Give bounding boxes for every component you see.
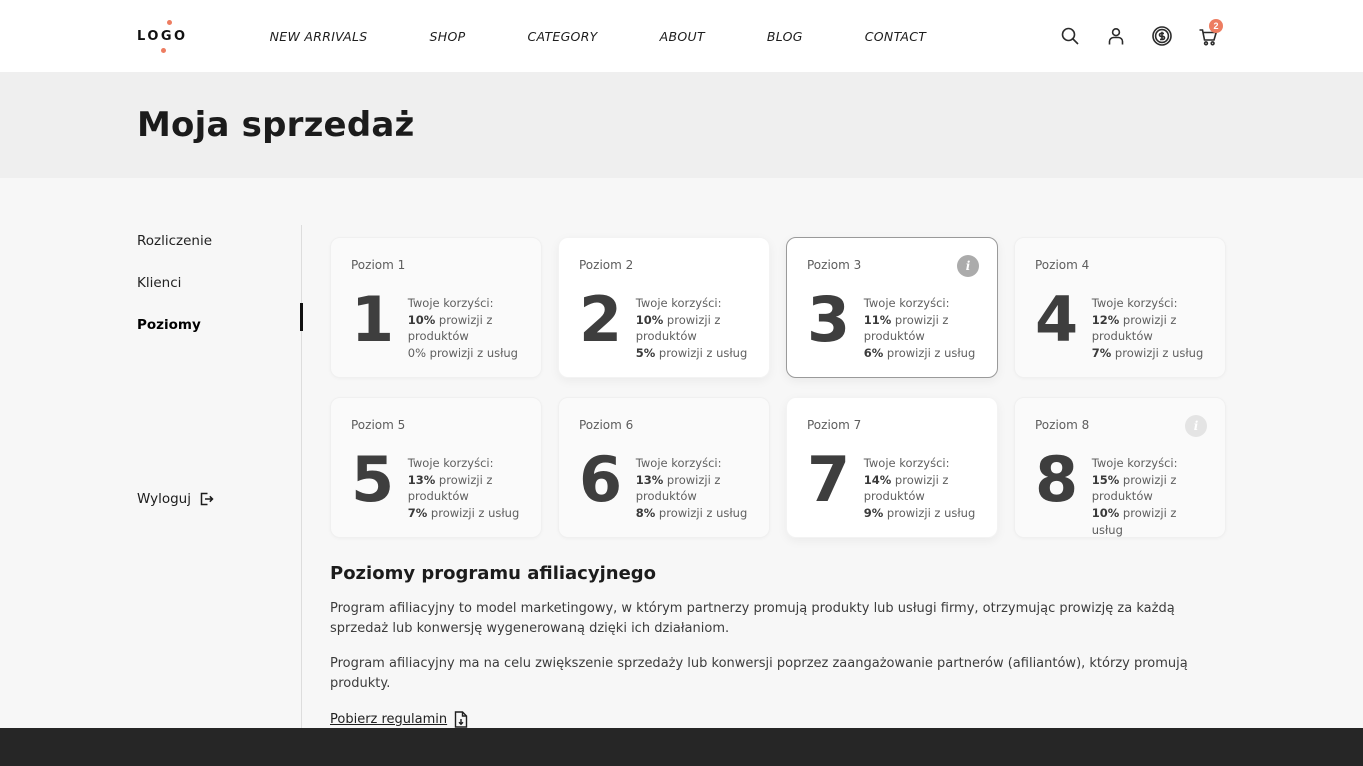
- logo-dot-top: [167, 20, 172, 25]
- level-card-title: Poziom 1: [351, 258, 406, 272]
- nav-item-blog[interactable]: BLOG: [766, 28, 803, 44]
- benefits-label: Twoje korzyści:: [407, 296, 494, 310]
- level-card: [786, 237, 998, 378]
- level-benefits: [408, 455, 523, 522]
- logo-dot-bottom: [161, 48, 166, 53]
- cart-badge: 2: [1209, 19, 1223, 33]
- level-card-header: [579, 415, 751, 439]
- user-account-icon[interactable]: [1104, 24, 1128, 48]
- sidebar-item-poziomy[interactable]: Poziomy: [137, 317, 201, 333]
- level-card: [330, 237, 542, 378]
- services-commission-line: 7% prowizji z usług: [1091, 346, 1204, 361]
- level-card-body: [351, 283, 523, 362]
- products-commission-line: 14% prowizji z produktów: [863, 472, 949, 504]
- products-commission-line: 15% prowizji z produktów: [1091, 472, 1177, 504]
- level-number: 5: [351, 443, 393, 516]
- section-paragraph-1: Program afiliacyjny to model marketingowy, w którym partnerzy promują produkty lub usługi firmy, otrzymując prowizję za każdą sprzedaż lub konwersję wygenerowaną dzięki ich działaniom.: [330, 601, 1175, 637]
- benefits-label: Twoje korzyści:: [635, 296, 722, 310]
- products-commission-line: 10% prowizji z produktów: [635, 312, 721, 344]
- level-card: [1014, 397, 1226, 538]
- logout-label: Wyloguj: [137, 491, 191, 507]
- level-card-header: [351, 255, 523, 279]
- level-card-title: Poziom 7: [807, 418, 862, 432]
- products-commission-line: 10% prowizji z produktów: [407, 312, 493, 344]
- level-card-body: [1035, 283, 1207, 362]
- level-benefits: [408, 295, 523, 362]
- level-card-title: Poziom 3: [807, 258, 862, 272]
- download-file-icon: [454, 711, 469, 728]
- nav-item-about[interactable]: ABOUT: [659, 28, 705, 44]
- products-commission-line: 11% prowizji z produktów: [863, 312, 949, 344]
- active-item-indicator: [300, 303, 303, 331]
- level-card-header: [1035, 255, 1207, 279]
- benefits-label: Twoje korzyści:: [1091, 456, 1178, 470]
- benefits-label: Twoje korzyści:: [635, 456, 722, 470]
- sidebar-item-rozliczenie[interactable]: Rozliczenie: [137, 233, 213, 249]
- level-card: [558, 397, 770, 538]
- page-title: Moja sprzedaż: [137, 105, 415, 145]
- nav-item-new-arrivals[interactable]: NEW ARRIVALS: [269, 28, 368, 44]
- download-terms-link[interactable]: [330, 711, 469, 728]
- nav-links: [270, 29, 927, 44]
- logo[interactable]: [137, 20, 188, 53]
- content: [0, 178, 1363, 728]
- services-commission-line: 7% prowizji z usług: [407, 506, 520, 521]
- services-commission-line: 6% prowizji z usług: [863, 346, 976, 361]
- level-card-header: [807, 255, 979, 279]
- sidebar-item-klienci[interactable]: Klienci: [137, 275, 182, 291]
- level-card-header: [1035, 415, 1207, 439]
- level-card-body: [807, 443, 979, 522]
- level-card-header: [579, 255, 751, 279]
- level-card-title: Poziom 5: [351, 418, 406, 432]
- info-icon[interactable]: i: [957, 255, 979, 277]
- level-card-header: [807, 415, 979, 439]
- level-number: 7: [807, 443, 849, 516]
- level-card-body: [579, 443, 751, 522]
- level-number: 2: [579, 283, 621, 356]
- benefits-label: Twoje korzyści:: [1091, 296, 1178, 310]
- products-commission-line: 12% prowizji z produktów: [1091, 312, 1177, 344]
- benefits-label: Twoje korzyści:: [407, 456, 494, 470]
- level-card: [786, 397, 998, 538]
- logout-icon: [198, 491, 214, 507]
- services-commission-line: 10% prowizji z usług: [1091, 506, 1177, 537]
- level-benefits: [864, 455, 979, 522]
- nav-item-contact[interactable]: CONTACT: [864, 28, 927, 44]
- main-panel: [330, 225, 1226, 728]
- level-benefits: [636, 455, 751, 522]
- section-heading: Poziomy programu afiliacyjnego: [330, 563, 657, 584]
- level-card: [558, 237, 770, 378]
- logo-text: LOGO: [137, 28, 188, 44]
- services-commission-line: 8% prowizji z usług: [635, 506, 748, 521]
- level-card-body: [1035, 443, 1207, 538]
- info-icon[interactable]: i: [1185, 415, 1207, 437]
- nav-item-shop[interactable]: SHOP: [429, 28, 466, 44]
- top-nav: [0, 0, 1363, 72]
- nav-icons: [1058, 21, 1220, 48]
- footer: [0, 728, 1363, 766]
- level-card-header: [351, 415, 523, 439]
- products-commission-line: 13% prowizji z produktów: [635, 472, 721, 504]
- level-card-title: Poziom 2: [579, 258, 634, 272]
- level-number: 4: [1035, 283, 1077, 356]
- services-commission-line: 0% prowizji z usług: [407, 346, 518, 361]
- level-card: [1014, 237, 1226, 378]
- sidebar: [137, 225, 302, 728]
- benefits-label: Twoje korzyści:: [863, 456, 950, 470]
- services-commission-line: 9% prowizji z usług: [863, 506, 976, 521]
- title-band: [0, 72, 1363, 178]
- level-number: 3: [807, 283, 849, 356]
- section-paragraph-2: Program afiliacyjny ma na celu zwiększenie sprzedaży lub konwersji poprzez zaangażowanie partnerów (afiliantów), którzy promują produkty.: [330, 656, 1188, 692]
- level-card-title: Poziom 4: [1035, 258, 1090, 272]
- level-card-title: Poziom 6: [579, 418, 634, 432]
- level-card: [330, 397, 542, 538]
- level-benefits: [636, 295, 751, 362]
- search-icon[interactable]: [1058, 24, 1082, 48]
- level-card-title: Poziom 8: [1035, 418, 1090, 432]
- download-terms-label: Pobierz regulamin: [330, 711, 448, 727]
- level-card-body: [807, 283, 979, 362]
- cart-icon[interactable]: [1196, 21, 1220, 48]
- level-number: 1: [351, 283, 393, 356]
- level-card-body: [579, 283, 751, 362]
- benefits-label: Twoje korzyści:: [863, 296, 950, 310]
- level-card-body: [351, 443, 523, 522]
- level-number: 8: [1035, 443, 1077, 516]
- level-benefits: [1092, 455, 1207, 538]
- level-cards-grid: [330, 237, 1226, 538]
- rewards-coin-icon[interactable]: [1150, 24, 1174, 48]
- level-number: 6: [579, 443, 621, 516]
- services-commission-line: 5% prowizji z usług: [635, 346, 748, 361]
- level-benefits: [864, 295, 979, 362]
- level-benefits: [1092, 295, 1207, 362]
- nav-item-category[interactable]: CATEGORY: [527, 28, 598, 44]
- logout-button[interactable]: [137, 491, 301, 507]
- products-commission-line: 13% prowizji z produktów: [407, 472, 493, 504]
